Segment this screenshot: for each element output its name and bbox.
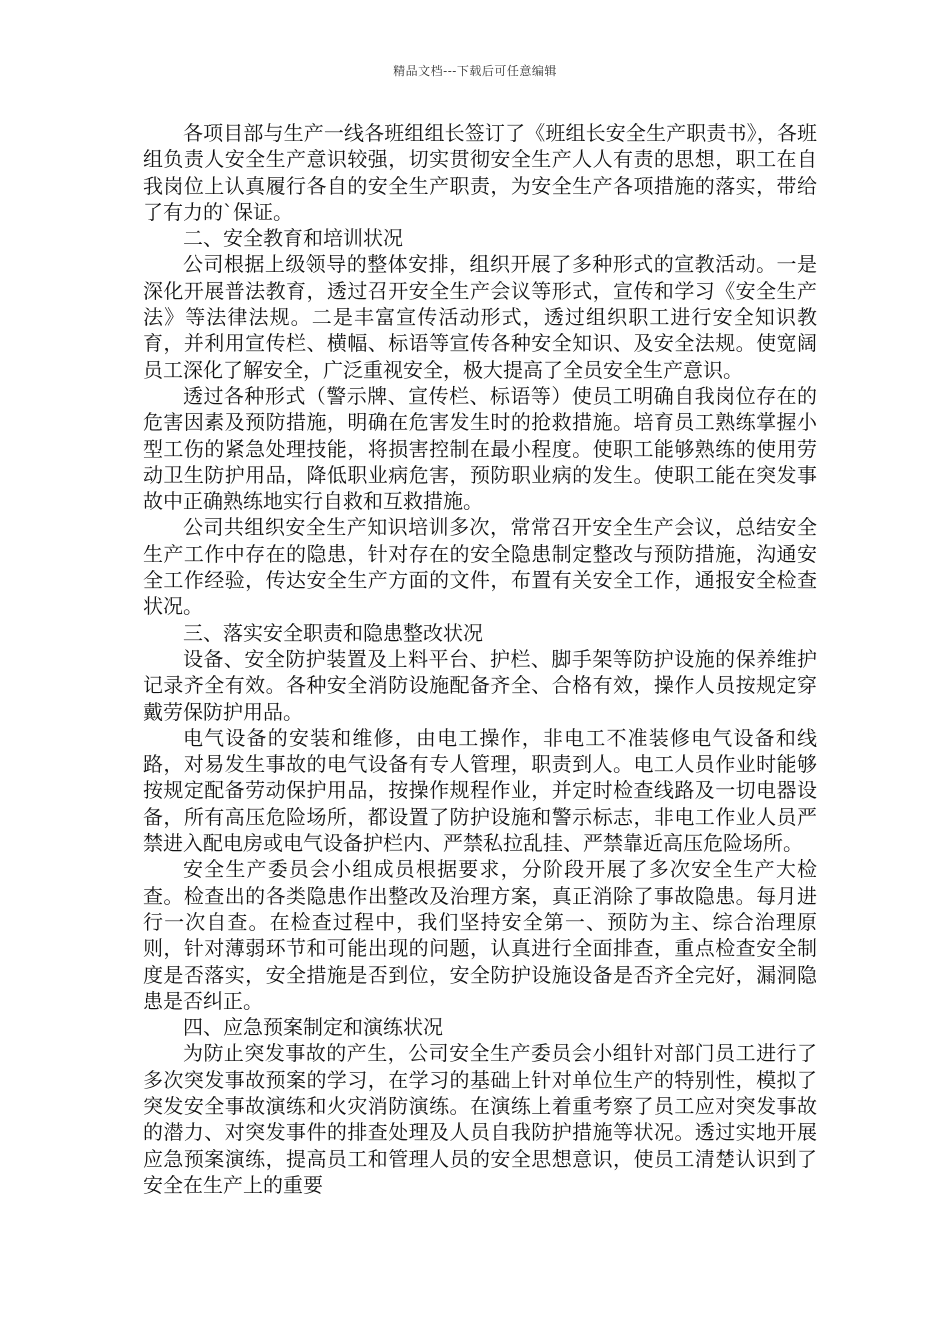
paragraph-inspection: 安全生产委员会小组成员根据要求，分阶段开展了多次安全生产大检查。检查出的各类隐患作出整改及治理方案，真正消除了事故隐患。每月进行一次自查。在检查过程中，我们坚持安全第一、预防为主、综合治理原则，针对薄弱环节和可能出现的问题，认真进行全面排查，重点检查安全制度是否落实，安全措施是否到位，安全防护设施设备是否齐全完好，漏洞隐患是否纠正。: [143, 857, 817, 1013]
page-header: 精品文档---下载后可任意编辑: [393, 64, 557, 78]
document-body: [143, 120, 817, 1198]
paragraph-equipment: 设备、安全防护装置及上料平台、护栏、脚手架等防护设施的保养维护记录齐全有效。各种安全消防设施配备齐全、合格有效，操作人员按规定穿戴劳保防护用品。: [143, 646, 817, 724]
section-heading-2: 二、安全教育和培训状况: [183, 226, 403, 251]
paragraph-electrical: 电气设备的安装和维修，由电工操作，非电工不准装修电气设备和线路，对易发生事故的电气设备有专人管理，职责到人。电工人员作业时能够按规定配备劳动保护用品，按操作规程作业，并定时检查线路及一切电器设备，所有高压危险场所，都设置了防护设施和警示标志，非电工作业人员严禁进入配电房或电气设备护栏内、严禁私拉乱挂、严禁靠近高压危险场所。: [143, 725, 817, 856]
paragraph-hazard-awareness: 透过各种形式（警示牌、宣传栏、标语等）使员工明确自我岗位存在的危害因素及预防措施，明确在危害发生时的抢救措施。培育员工熟练掌握小型工伤的紧急处理技能，将损害控制在最小程度。使职工能够熟练的使用劳动卫生防护用品，降低职业病危害，预防职业病的发生。使职工能在突发事故中正确熟练地实行自救和互救措施。: [143, 383, 817, 514]
paragraph-responsibility: 各项目部与生产一线各班组组长签订了《班组长安全生产职责书》，各班组负责人安全生产意识较强，切实贯彻安全生产人人有责的思想，职工在自我岗位上认真履行各自的安全生产职责，为安全生产各项措施的落实，带给了有力的`保证。: [143, 121, 817, 224]
paragraph-education: 公司根据上级领导的整体安排，组织开展了多种形式的宣教活动。一是深化开展普法教育，透过召开安全生产会议等形式，宣传和学习《安全生产法》等法律法规。二是丰富宣传活动形式，透过组织职工进行安全知识教育，并利用宣传栏、横幅、标语等宣传各种安全知识、及安全法规。使宽阔员工深化了解安全，广泛重视安全，极大提高了全员安全生产意识。: [143, 252, 817, 382]
section-heading-4: 四、应急预案制定和演练状况: [183, 1015, 443, 1040]
section-heading-3: 三、落实安全职责和隐患整改状况: [183, 620, 483, 645]
paragraph-emergency: 为防止突发事故的产生，公司安全生产委员会小组针对部门员工进行了多次突发事故预案的学习，在学习的基础上针对单位生产的特别性，模拟了突发安全事故演练和火灾消防演练。在演练上着重考察了员工应对突发事故的潜力、对突发事件的排查处理及人员自我防护措施等状况。透过实地开展应急预案演练，提高员工和管理人员的安全思想意识，使员工清楚认识到了安全在生产上的重要: [143, 1041, 817, 1197]
paragraph-training: 公司共组织安全生产知识培训多次，常常召开安全生产会议，总结安全生产工作中存在的隐患，针对存在的安全隐患制定整改与预防措施，沟通安全工作经验，传达安全生产方面的文件，布置有关安全工作，通报安全检查状况。: [143, 515, 817, 619]
